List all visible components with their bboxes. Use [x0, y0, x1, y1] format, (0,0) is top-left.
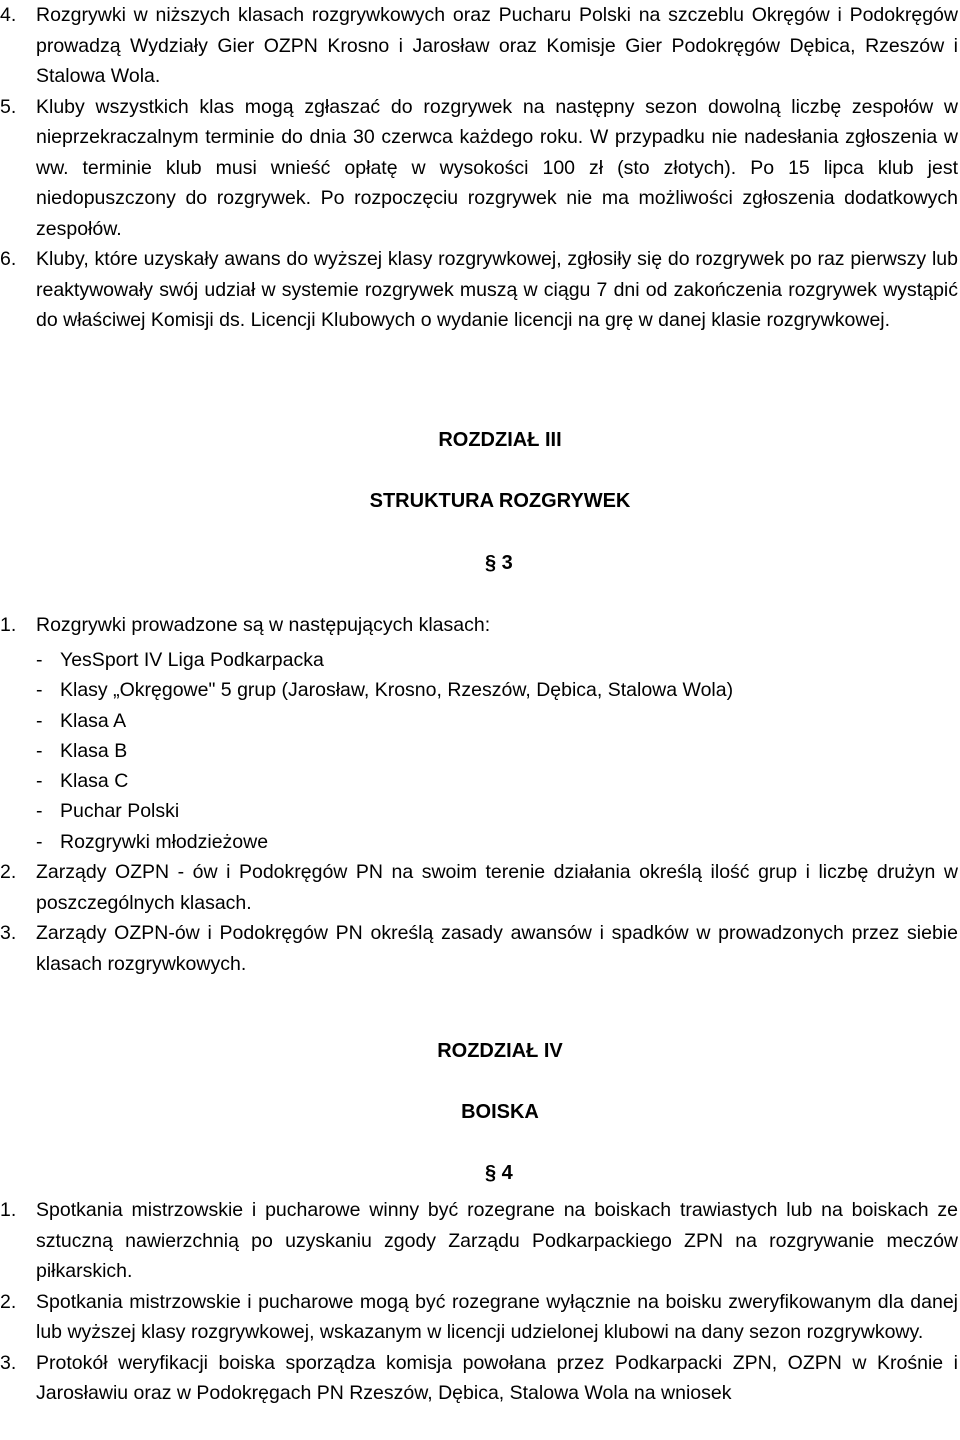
list-item: - Klasa B — [36, 739, 128, 762]
section-4-heading: § 4 — [485, 1162, 513, 1184]
paragraph-item-6 — [0, 244, 958, 336]
item-number: 1. — [0, 1199, 17, 1221]
chapter-4-items — [0, 1195, 958, 1409]
item-number: 3. — [0, 1351, 17, 1374]
item-number: 4. — [0, 4, 17, 26]
chapter-3-subtitle: STRUKTURA ROZGRYWEK — [369, 490, 631, 512]
item-text: Rozgrywki w niższych klasach rozgrywkowych oraz Pucharu Polski na szczeblu Okręgów i Podokręgów prowadzą Wydziały Gier OZPN Krosno i Jarosław oraz Komisje Gier Podokręgów Dębica, Rzeszów i Stalowa Wola. — [36, 4, 958, 87]
chapter-3-title: ROZDZIAŁ III — [438, 429, 562, 451]
paragraph-item-2 — [0, 857, 958, 918]
item-number: 3. — [0, 922, 17, 944]
paragraph-item-2 — [0, 1287, 958, 1348]
paragraph-item-1 — [0, 1195, 958, 1287]
chapter-3-items-2-3 — [0, 857, 958, 979]
item-text: Protokół weryfikacji boiska sporządza komisja powołana przez Podkarpacki ZPN, OZPN w Krośnie i Jarosławiu oraz w Podokręgach PN Rzeszów, Dębica, Stalowa Wola na wniosek — [36, 1351, 958, 1404]
top-items — [0, 0, 958, 336]
item-text: Kluby, które uzyskały awans do wyższej klasy rozgrywkowej, zgłosiły się do rozgrywek po raz pierwszy lub reaktywowały swój udział w systemie rozgrywek muszą w ciągu 7 dni od zakończenia rozgrywek wystąpić do właściwej Komisji ds. Licencji Klubowych o wydanie licencji na grę w danej klasie rozgrywkowej. — [36, 248, 958, 331]
paragraph-item-3 — [0, 918, 958, 979]
item-number: 5. — [0, 95, 17, 118]
item-text: Spotkania mistrzowskie i pucharowe winny być rozegrane na boiskach trawiastych lub na boiskach ze sztuczną nawierzchnią po uzyskaniu zgody Zarządu Podkarpackiego ZPN na rozgrywanie meczów piłkarskich. — [36, 1199, 958, 1282]
chapter-3-item-1 — [0, 610, 958, 641]
paragraph-item-5 — [0, 92, 958, 245]
item-number: 1. — [0, 614, 17, 636]
classes-list — [36, 645, 936, 857]
item-number: 2. — [0, 861, 17, 883]
item-text: Zarządy OZPN - ów i Podokręgów PN na swoim terenie działania określą ilość grup i liczbę drużyn w poszczególnych klasach. — [36, 861, 958, 914]
item-text: Kluby wszystkich klas mogą zgłaszać do rozgrywek na następny sezon dowolną liczbę zespołów w nieprzekraczalnym terminie do dnia 30 czerwca każdego roku. W przypadku nie nadesłania zgłoszenia w ww. terminie klub musi wnieść opłatę w wysokości 100 zł (sto złotych). Po 15 lipca klub jest niedopuszczony do rozgrywek. Po rozpoczęciu rozgrywek nie ma możliwości zgłoszenia dodatkowych zespołów. — [36, 95, 958, 240]
list-item: - YesSport IV Liga Podkarpacka — [36, 649, 324, 671]
item-text: Spotkania mistrzowskie i pucharowe mogą być rozegrane wyłącznie na boisku zweryfikowanym dla danej lub wyższej klasy rozgrywkowej, wskazanym w licencji udzielonej klubowi na dany sezon rozgrywkowy. — [36, 1290, 958, 1343]
list-item: - Klasy „Okręgowe" 5 grup (Jarosław, Krosno, Rzeszów, Dębica, Stalowa Wola) — [36, 679, 734, 702]
section-3-heading: § 3 — [485, 552, 513, 574]
list-item: - Rozgrywki młodzieżowe — [36, 830, 269, 853]
list-item: - Klasa C — [36, 770, 129, 793]
chapter-4-title: ROZDZIAŁ IV — [437, 1040, 563, 1062]
item-number: 6. — [0, 248, 17, 270]
list-item: - Puchar Polski — [36, 800, 180, 823]
paragraph-item-4 — [0, 0, 958, 92]
item-text: Zarządy OZPN-ów i Podokręgów PN określą zasady awansów i spadków w prowadzonych przez siebie klasach rozgrywkowych. — [36, 922, 958, 975]
paragraph-item-3 — [0, 1348, 958, 1409]
list-item: - Klasa A — [36, 709, 127, 732]
chapter-4-subtitle: BOISKA — [461, 1101, 539, 1123]
paragraph-item-1 — [0, 610, 958, 641]
item-number: 2. — [0, 1290, 17, 1313]
item-text: Rozgrywki prowadzone są w następujących klasach: — [36, 614, 491, 636]
